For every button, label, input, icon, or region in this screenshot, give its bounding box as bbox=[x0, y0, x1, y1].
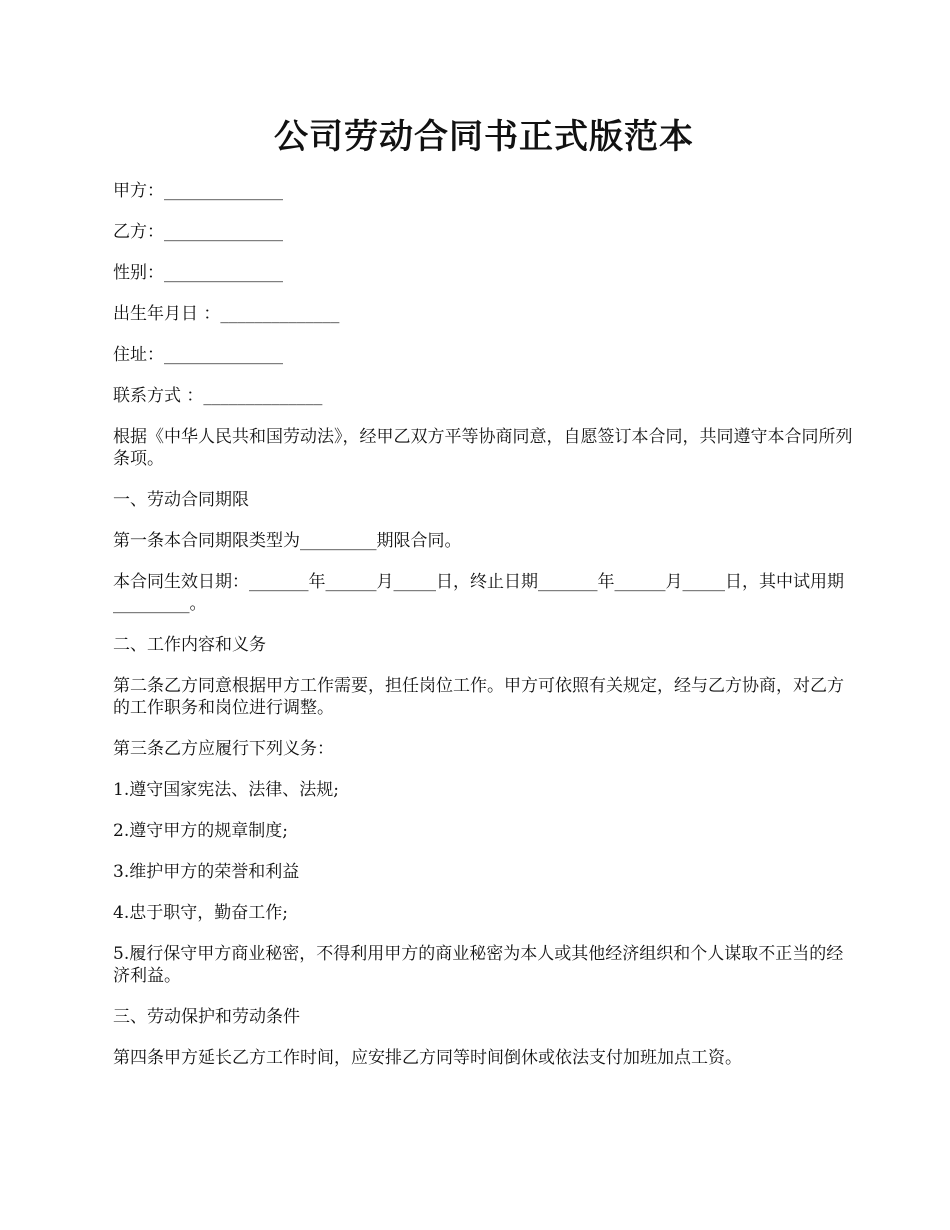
article-1: 第一条本合同期限类型为_________期限合同。 bbox=[113, 531, 462, 551]
article-3: 第三条乙方应履行下列义务： bbox=[113, 739, 334, 759]
duty-item-5: 5.履行保守甲方商业秘密，不得利用甲方的商业秘密为本人或其他经济组织和个人谋取不正当的经济利益。 bbox=[113, 944, 844, 986]
document-title: 公司劳动合同书正式版范本 bbox=[274, 117, 694, 157]
duty-item-2: 2.遵守甲方的规章制度; bbox=[113, 821, 288, 841]
intro-paragraph: 根据《中华人民共和国劳动法》，经甲乙双方平等协商同意，自愿签订本合同，共同遵守本合同所列条项。 bbox=[113, 427, 853, 469]
field-contact: 联系方式 ：______________ bbox=[113, 386, 323, 406]
field-party-a: 甲方：______________ bbox=[113, 181, 283, 201]
article-2: 第二条乙方同意根据甲方工作需要，担任岗位工作。甲方可依照有关规定，经与乙方协商，对乙方的工作职务和岗位进行调整。 bbox=[113, 676, 844, 718]
article-4: 第四条甲方延长乙方工作时间，应安排乙方同等时间倒休或依法支付加班加点工资。 bbox=[113, 1048, 742, 1068]
duty-item-4: 4.忠于职守，勤奋工作; bbox=[113, 903, 288, 923]
duty-item-3: 3.维护甲方的荣誉和利益 bbox=[113, 862, 300, 882]
section-heading-protection: 三、劳动保护和劳动条件 bbox=[113, 1007, 300, 1027]
section-heading-duties: 二、工作内容和义务 bbox=[113, 635, 266, 655]
duty-item-1: 1.遵守国家宪法、法律、法规; bbox=[113, 780, 339, 800]
field-birth-date: 出生年月日 ：______________ bbox=[113, 304, 340, 324]
field-gender: 性别：______________ bbox=[113, 263, 283, 283]
field-party-b: 乙方：______________ bbox=[113, 222, 283, 242]
effective-dates: 本合同生效日期：_______年______月_____日，终止日期_______年______月_____日，其中试用期_________。 bbox=[113, 572, 844, 614]
section-heading-term: 一、劳动合同期限 bbox=[113, 490, 249, 510]
field-address: 住址：______________ bbox=[113, 345, 283, 365]
